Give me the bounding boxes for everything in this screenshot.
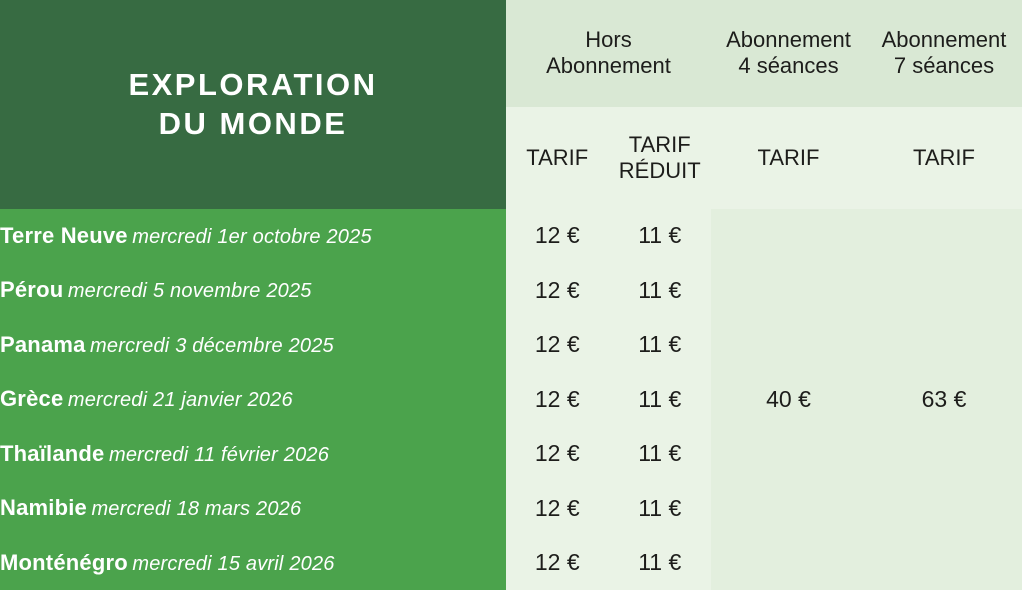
table-row [0,209,1022,263]
row-label [0,427,506,481]
session-date: mercredi 15 avril 2026 [132,552,335,575]
destination-name: Grèce [0,386,64,412]
subheader-tarif-line1: TARIF [526,144,589,170]
price-abonnement-4: 40 € [711,209,866,590]
group-header-abonnement-7-line1: Abonnement [881,26,1007,52]
group-header-abonnement-4 [711,0,866,107]
destination-name: Namibie [0,495,87,521]
price-tarif-reduit: 11 € [609,318,712,372]
group-header-hors-abonnement [506,0,711,107]
group-header-hors-abonnement-line1: Hors [585,26,632,52]
session-date: mercredi 18 mars 2026 [91,498,302,521]
session-date: mercredi 21 janvier 2026 [67,389,293,412]
destination-name: Monténégro [0,549,128,575]
subheader-tarif-abonnement-7 [866,107,1022,209]
destination-name: Terre Neuve [0,222,128,248]
subheader-tarif-abonnement-4-line1: TARIF [757,144,820,170]
group-header-abonnement-7-line2: 7 séances [893,53,995,79]
table-title [0,0,506,209]
destination-name: Pérou [0,277,64,303]
subheader-tarif-abonnement-7-line1: TARIF [913,144,975,170]
group-header-abonnement-4-line2: 4 séances [738,53,839,79]
price-tarif-reduit: 11 € [609,481,712,535]
price-tarif: 12 € [506,372,609,426]
row-label [0,372,506,426]
subheader-tarif-reduit [609,107,712,209]
price-tarif: 12 € [506,209,609,263]
title-line-1: EXPLORATION [128,66,378,102]
price-tarif: 12 € [506,318,609,372]
session-date: mercredi 3 décembre 2025 [90,334,334,357]
row-label [0,263,506,317]
price-tarif: 12 € [506,427,609,481]
header-row-groups [0,0,1022,107]
price-tarif-reduit: 11 € [609,263,712,317]
row-label [0,481,506,535]
row-label [0,318,506,372]
row-label [0,536,506,590]
price-abonnement-7: 63 € [866,209,1022,590]
group-header-abonnement-4-line1: Abonnement [726,26,851,52]
title-line-2: DU MONDE [158,106,348,142]
price-tarif: 12 € [506,536,609,590]
row-label [0,209,506,263]
destination-name: Panama [0,331,86,357]
price-tarif-reduit: 11 € [609,427,712,481]
session-date: mercredi 5 novembre 2025 [67,280,312,303]
session-date: mercredi 1er octobre 2025 [132,225,372,248]
group-header-abonnement-7 [866,0,1022,107]
destination-name: Thaïlande [0,440,105,466]
price-tarif-reduit: 11 € [609,372,712,426]
price-tarif: 12 € [506,263,609,317]
session-date: mercredi 11 février 2026 [108,443,330,466]
price-tarif-reduit: 11 € [609,536,712,590]
subheader-tarif-reduit-line2: RÉDUIT [618,157,701,183]
subheader-tarif [506,107,609,209]
subheader-tarif-abonnement-4 [711,107,866,209]
subheader-tarif-reduit-line1: TARIF [628,132,691,158]
price-tarif: 12 € [506,481,609,535]
group-header-hors-abonnement-line2: Abonnement [546,53,671,79]
price-tarif-reduit: 11 € [609,209,712,263]
